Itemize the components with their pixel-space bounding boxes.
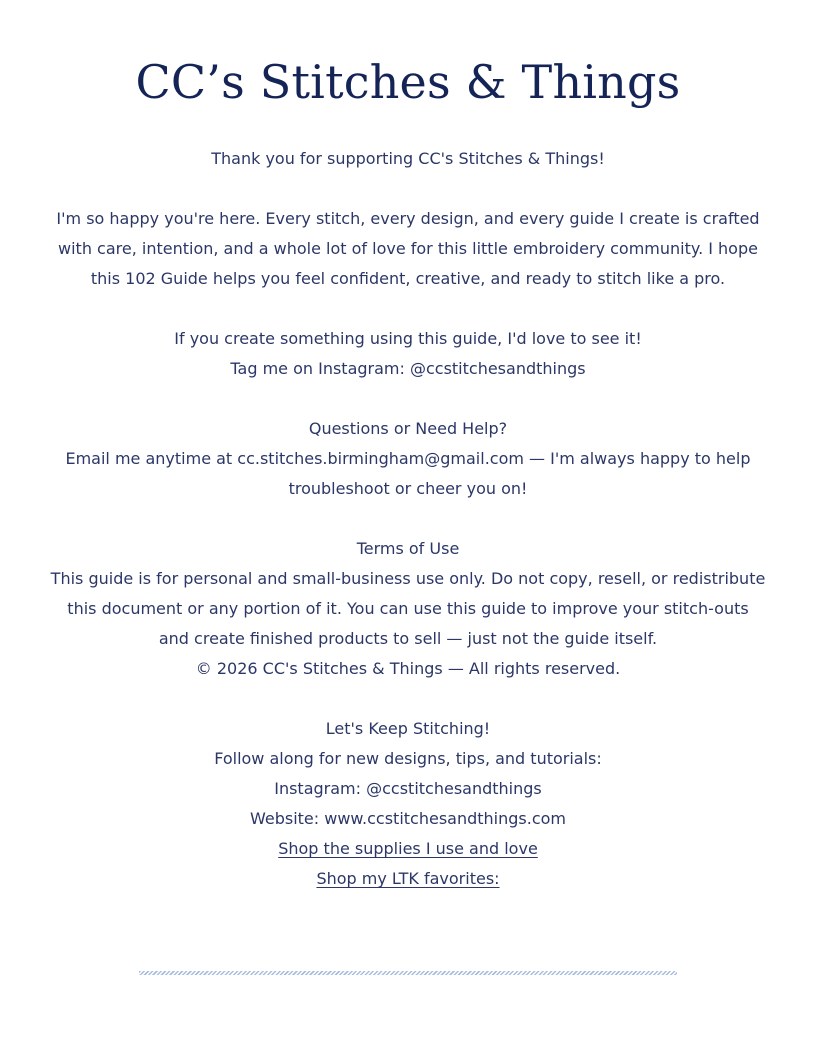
help-line-2: troubleshoot or cheer you on! xyxy=(288,479,528,498)
welcome-line-1: I'm so happy you're here. Every stitch, every design, and every guide I create is crafted xyxy=(56,209,760,228)
page-title: CC’s Stitches & Things xyxy=(135,55,681,109)
spacer xyxy=(40,504,776,534)
help-heading: Questions or Need Help? xyxy=(308,419,508,438)
shop-supplies-link[interactable]: Shop the supplies I use and love xyxy=(278,839,538,858)
terms-heading: Terms of Use xyxy=(356,539,460,558)
help-line-1: Email me anytime at cc.stitches.birmingham@gmail.com — I'm always happy to help xyxy=(65,449,751,468)
shop-ltk-row xyxy=(40,864,776,894)
instagram-text: Instagram: @ccstitchesandthings xyxy=(274,779,542,798)
terms-line-3: and create finished products to sell — just not the guide itself. xyxy=(158,629,658,648)
spacer xyxy=(40,174,776,204)
shop-ltk-link[interactable]: Shop my LTK favorites: xyxy=(316,869,500,888)
welcome-line-2: with care, intention, and a whole lot of love for this little embroidery community. I hope xyxy=(58,239,758,258)
share-line-1: If you create something using this guide, I'd love to see it! xyxy=(174,329,642,348)
spacer xyxy=(40,294,776,324)
follow-intro: Follow along for new designs, tips, and tutorials: xyxy=(214,749,602,768)
body-text xyxy=(40,144,776,894)
follow-heading: Let's Keep Stitching! xyxy=(325,719,491,738)
welcome-line-3: this 102 Guide helps you feel confident, creative, and ready to stitch like a pro. xyxy=(90,269,726,288)
website-text: Website: www.ccstitchesandthings.com xyxy=(249,809,567,828)
spacer xyxy=(40,684,776,714)
terms-line-2: this document or any portion of it. You can use this guide to improve your stitch-outs xyxy=(67,599,749,618)
thanks-text: Thank you for supporting CC's Stitches & Things! xyxy=(211,149,605,168)
copyright-text: © 2026 CC's Stitches & Things — All rights reserved. xyxy=(195,659,621,678)
spacer xyxy=(40,384,776,414)
terms-line-1: This guide is for personal and small-business use only. Do not copy, resell, or redistribute xyxy=(50,569,766,588)
shop-supplies-row xyxy=(40,834,776,864)
share-line-2: Tag me on Instagram: @ccstitchesandthings xyxy=(230,359,586,378)
stitched-divider xyxy=(139,971,677,975)
